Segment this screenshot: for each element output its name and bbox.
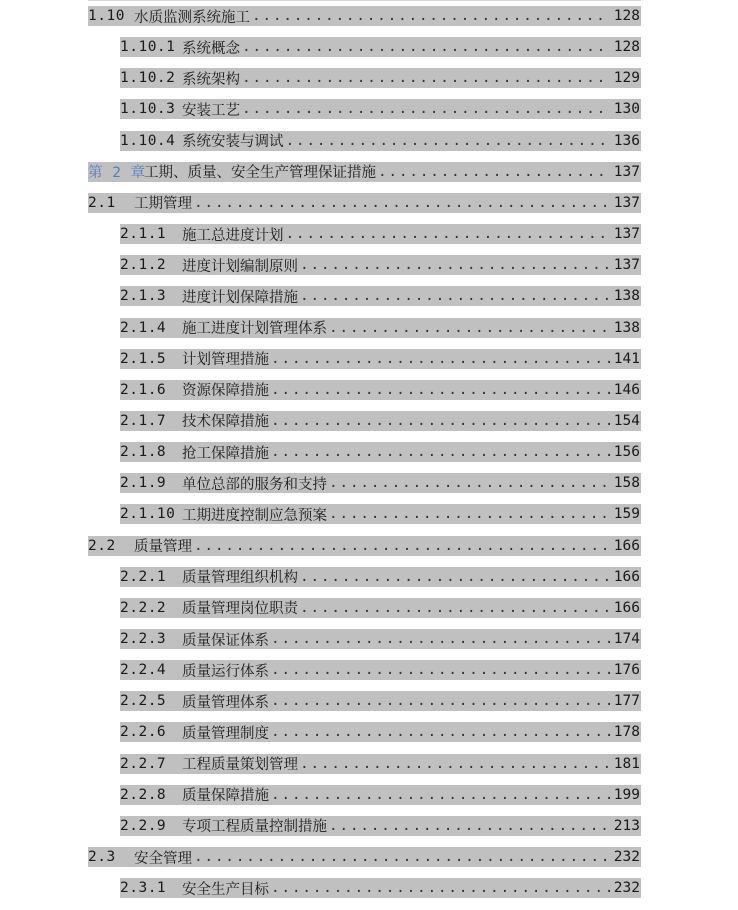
toc-leader-dots	[298, 257, 610, 273]
toc-leader-dots	[250, 8, 610, 24]
toc-entry-number: 1.10.1	[120, 39, 176, 56]
toc-entry-number: 2.3	[88, 849, 116, 865]
toc-leader-dots	[298, 288, 610, 304]
toc-entry-title: 系统概念	[182, 40, 240, 57]
toc-entry-title: 质量管理制度	[182, 725, 269, 742]
toc-entry-page: 178	[613, 724, 640, 741]
toc-entry-number: 2.2.6	[120, 724, 167, 741]
toc-entry-number: 2.1.4	[120, 319, 167, 336]
toc-entry-page: 158	[613, 475, 640, 492]
toc-entry[interactable]	[120, 660, 641, 680]
toc-entry-title: 施工进度计划管理体系	[182, 321, 327, 337]
toc-entry-page: 128	[613, 39, 640, 56]
toc-entry-page: 232	[613, 849, 640, 865]
toc-entry-title: 工期、质量、安全生产管理保证措施	[144, 165, 376, 182]
toc-entry[interactable]	[120, 131, 641, 151]
toc-entry-page: 159	[613, 506, 640, 523]
toc-entry-page: 213	[613, 817, 640, 834]
toc-entry-page: 199	[613, 786, 640, 803]
toc-entry-number: 2.1.2	[120, 257, 167, 274]
toc-entry-page: 130	[613, 101, 640, 118]
toc-entry-title: 工程质量策划管理	[182, 757, 298, 774]
toc-leader-dots	[269, 382, 610, 398]
toc-entry[interactable]	[120, 255, 641, 275]
toc-entry-page: 166	[613, 568, 640, 585]
toc-entry-title: 质量保障措施	[182, 788, 269, 805]
toc-entry[interactable]	[120, 442, 641, 462]
toc-entry-title: 资源保障措施	[182, 383, 269, 400]
toc-entry-page: 154	[613, 412, 640, 429]
toc-leader-dots	[240, 70, 610, 86]
toc-entry-page: 156	[613, 444, 640, 461]
toc-entry-number: 2.1.9	[120, 475, 167, 492]
toc-entry[interactable]	[120, 878, 641, 898]
toc-entry-number: 2.1.1	[120, 226, 167, 242]
toc-entry-number: 2.2.2	[120, 599, 167, 616]
toc-entry-title: 质量管理岗位职责	[182, 601, 298, 618]
top-rule	[88, 0, 641, 1]
toc-leader-dots	[269, 693, 610, 709]
toc-leader-dots	[376, 164, 610, 180]
toc-entry-number: 2.3.1	[120, 880, 167, 897]
toc-leader-dots	[269, 444, 610, 460]
toc-entry-title: 系统安装与调试	[182, 134, 284, 151]
toc-entry-title: 水质监测系统施工	[134, 9, 250, 26]
toc-entry-title: 单位总部的服务和支持	[182, 476, 327, 493]
toc-entry-number: 1.10	[88, 8, 125, 24]
toc-entry[interactable]	[120, 598, 641, 618]
toc-entry-number: 2.1.8	[120, 444, 167, 461]
toc-entry-title: 质量管理组织机构	[182, 570, 298, 587]
toc-entry-page: 138	[613, 319, 640, 336]
toc-leader-dots	[327, 475, 610, 491]
toc-entry-page: 174	[613, 631, 640, 647]
toc-entry[interactable]	[120, 99, 641, 119]
toc-entry-page: 136	[613, 132, 640, 149]
toc-entry-number: 2.2.3	[120, 631, 167, 647]
toc-entry[interactable]	[120, 567, 641, 587]
toc-leader-dots	[327, 320, 610, 336]
toc-entry-number: 2.2.5	[120, 693, 167, 710]
toc-entry[interactable]	[120, 629, 641, 649]
toc-entry[interactable]	[120, 286, 641, 306]
toc-entry[interactable]	[120, 785, 641, 805]
toc-entry[interactable]	[120, 691, 641, 711]
toc-entry-number: 2.1.6	[120, 381, 167, 398]
toc-entry[interactable]	[88, 193, 641, 213]
toc-entry-number: 2.1.7	[120, 412, 167, 429]
toc-entry-number: 2.1.5	[120, 350, 167, 367]
toc-entry-page: 232	[613, 880, 640, 897]
toc-entry-number: 第 2 章	[88, 165, 146, 182]
toc-entry-page: 137	[613, 163, 640, 180]
toc-entry-title: 质量运行体系	[182, 663, 269, 680]
toc-entry-title: 计划管理措施	[182, 352, 269, 369]
toc-entry[interactable]	[120, 816, 641, 836]
toc-entry-number: 2.1.10	[120, 506, 176, 523]
toc-entry-title: 安全生产目标	[182, 881, 269, 898]
toc-entry[interactable]	[120, 37, 641, 57]
toc-leader-dots	[298, 600, 610, 616]
toc-entry[interactable]	[120, 380, 641, 400]
toc-entry-title: 进度计划保障措施	[182, 289, 298, 306]
toc-entry-title: 进度计划编制原则	[182, 258, 298, 275]
toc-leader-dots	[269, 724, 610, 740]
toc-entry[interactable]	[120, 68, 641, 88]
toc-entry[interactable]	[120, 349, 641, 369]
toc-entry[interactable]	[120, 754, 641, 774]
toc-leader-dots	[269, 787, 610, 803]
toc-entry-number: 2.1	[88, 194, 116, 211]
toc-entry-title: 质量管理体系	[182, 694, 269, 711]
toc-entry-number: 2.2.7	[120, 755, 167, 772]
toc-leader-dots	[284, 226, 610, 242]
toc-entry-page: 128	[613, 8, 640, 24]
toc-entry-page: 129	[613, 70, 640, 87]
toc-entry-number: 1.10.4	[120, 132, 176, 149]
toc-entry-title: 安装工艺	[182, 102, 240, 119]
toc-entry[interactable]	[88, 847, 641, 867]
toc-entry-number: 2.2.4	[120, 662, 167, 679]
toc-entry-page: 177	[613, 693, 640, 710]
toc-entry-page: 137	[613, 194, 640, 211]
toc-entry[interactable]	[120, 224, 641, 244]
toc-entry-title: 工期进度控制应急预案	[182, 507, 327, 524]
toc-entry-number: 2.2.9	[120, 817, 167, 834]
toc-entry[interactable]	[120, 318, 641, 338]
toc-leader-dots	[269, 631, 610, 647]
toc-leader-dots	[298, 756, 610, 772]
toc-entry-number: 1.10.3	[120, 101, 176, 118]
toc-entry-title: 质量保证体系	[182, 632, 269, 649]
toc-entry-page: 176	[613, 662, 640, 679]
toc-entry-title: 工期管理	[134, 196, 192, 213]
toc-entry-number: 2.2	[88, 537, 116, 554]
toc-entry-title: 施工总进度计划	[182, 227, 284, 244]
toc-entry-page: 137	[613, 257, 640, 274]
toc-leader-dots	[192, 538, 610, 554]
toc-entry-number: 2.1.3	[120, 288, 167, 305]
toc-leader-dots	[269, 662, 610, 678]
toc-entry[interactable]	[88, 162, 641, 182]
toc-leader-dots	[240, 101, 610, 117]
toc-entry-title: 专项工程质量控制措施	[182, 819, 327, 836]
toc-entry-title: 质量管理	[134, 539, 192, 555]
toc-leader-dots	[240, 39, 610, 55]
toc-entry-title: 技术保障措施	[182, 414, 269, 431]
toc-leader-dots	[327, 818, 610, 834]
toc-entry-page: 166	[613, 599, 640, 616]
toc-leader-dots	[269, 880, 610, 896]
toc-leader-dots	[192, 195, 610, 211]
toc-entry-title: 抢工保障措施	[182, 445, 269, 462]
toc-entry-number: 1.10.2	[120, 70, 176, 87]
toc-leader-dots	[298, 569, 610, 585]
toc-entry-page: 137	[613, 226, 640, 242]
toc-entry-number: 2.2.8	[120, 786, 167, 803]
toc-leader-dots	[284, 133, 610, 149]
toc-entry-page: 146	[613, 381, 640, 398]
toc-entry-page: 138	[613, 288, 640, 305]
toc-entry-title: 系统架构	[182, 71, 240, 88]
toc-leader-dots	[269, 413, 610, 429]
toc-entry-page: 181	[613, 755, 640, 772]
toc-entry-page: 166	[613, 537, 640, 554]
toc-entry[interactable]	[120, 473, 641, 493]
toc-leader-dots	[192, 849, 610, 865]
toc-entry[interactable]	[88, 536, 641, 556]
toc-leader-dots	[327, 506, 610, 522]
toc-entry[interactable]	[120, 411, 641, 431]
toc-entry[interactable]	[120, 504, 641, 524]
toc-leader-dots	[269, 351, 610, 367]
toc-entry-number: 2.2.1	[120, 568, 167, 585]
toc-entry[interactable]	[120, 722, 641, 742]
toc-entry[interactable]	[88, 6, 641, 26]
toc-entry-title: 安全管理	[134, 850, 192, 867]
toc-entry-page: 141	[613, 350, 640, 367]
